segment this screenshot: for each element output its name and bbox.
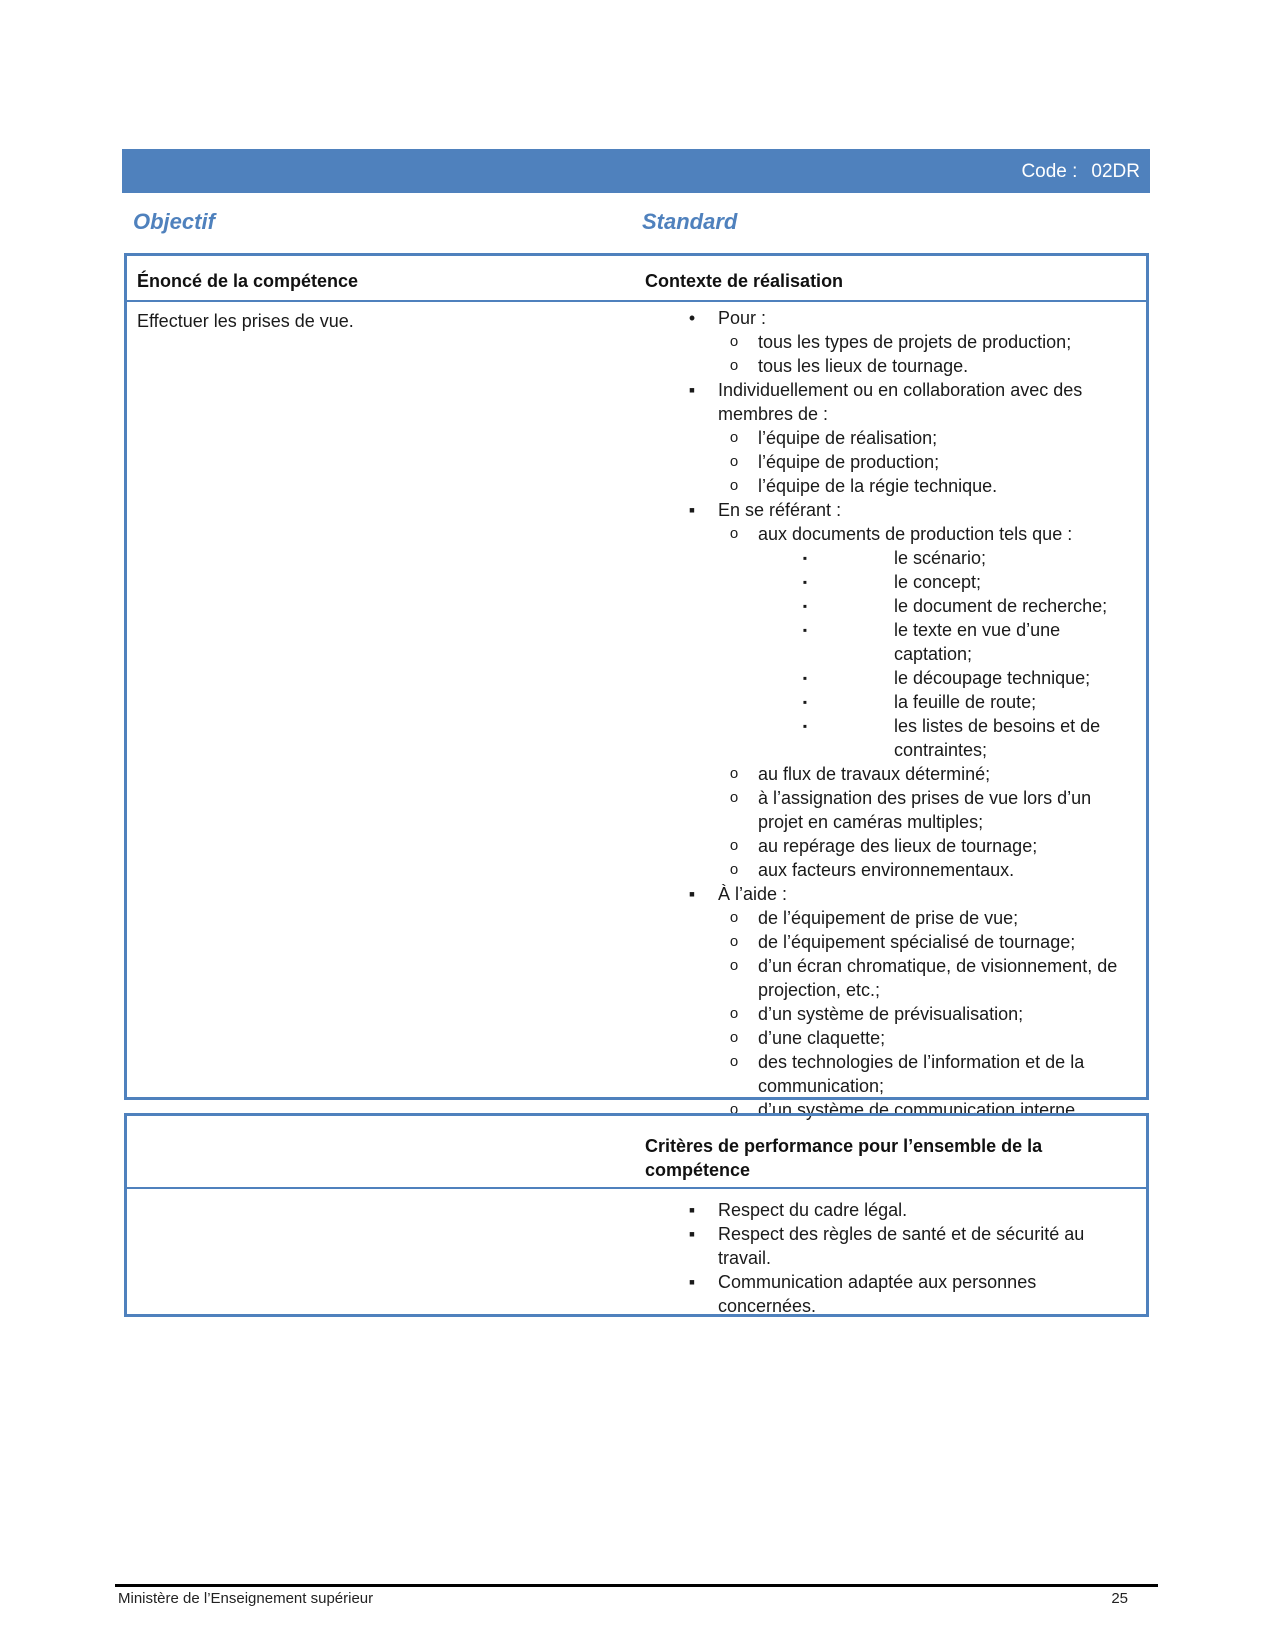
list-item — [682, 954, 1132, 1002]
context-subitem-text: l’équipe de réalisation; — [758, 428, 938, 448]
performance-heading: Critères de performance pour l’ensemble de la compétence — [645, 1136, 1043, 1180]
list-item — [682, 426, 1132, 450]
bullet-icon: ▪ — [688, 884, 696, 904]
list-item — [682, 498, 1132, 882]
list-item — [682, 354, 1132, 378]
document-item: le scénario; — [894, 548, 987, 568]
context-subitem-text: de l’équipement de prise de vue; — [758, 908, 1019, 928]
sub-bullet-icon: o — [729, 957, 739, 974]
context-item-text: En se référant : — [718, 500, 842, 520]
sub-bullet-icon: o — [729, 837, 739, 854]
context-list — [682, 306, 1132, 1122]
sub-bullet-icon: o — [729, 453, 739, 470]
sub-bullet-icon: o — [729, 765, 739, 782]
context-subitem-text: aux documents de production tels que : — [758, 524, 1073, 544]
sub-bullet-icon: o — [729, 1029, 739, 1046]
doc-bullet-icon: ▪ — [802, 695, 808, 709]
list-item — [682, 1002, 1132, 1026]
list-item — [682, 786, 1132, 834]
context-subitem-text: au flux de travaux déterminé; — [758, 764, 991, 784]
document-item: le texte en vue d’une captation; — [894, 620, 1061, 664]
sub-bullet-icon: o — [729, 525, 739, 542]
list-item — [758, 714, 1132, 762]
list-item — [682, 1026, 1132, 1050]
context-subitem-text: d’un système de prévisualisation; — [758, 1004, 1024, 1024]
list-item — [682, 1050, 1132, 1098]
objective-title: Objectif — [133, 209, 215, 234]
context-subitem-text: l’équipe de la régie technique. — [758, 476, 998, 496]
context-item-text: Pour : — [718, 308, 767, 328]
sub-bullet-icon: o — [729, 1005, 739, 1022]
doc-bullet-icon: ▪ — [802, 551, 808, 565]
context-subitem-text: l’équipe de production; — [758, 452, 940, 472]
context-subitem-text: aux facteurs environnementaux. — [758, 860, 1015, 880]
list-item — [758, 594, 1132, 618]
list-item — [682, 882, 1132, 1122]
sub-bullet-icon: o — [729, 933, 739, 950]
context-item-text: À l’aide : — [718, 884, 788, 904]
context-subitem-text: des technologies de l’information et de la communication; — [758, 1052, 1085, 1096]
doc-bullet-icon: ▪ — [802, 599, 808, 613]
list-item — [682, 762, 1132, 786]
list-item — [758, 666, 1132, 690]
context-subitem-text: à l’assignation des prises de vue lors d’un projet en caméras multiples; — [758, 788, 1092, 832]
sub-bullet-icon: o — [729, 789, 739, 806]
context-item-text: Individuellement ou en collaboration avec des membres de : — [718, 380, 1083, 424]
bullet-icon: • — [688, 308, 696, 328]
standard-title: Standard — [642, 209, 738, 234]
footer-divider — [115, 1584, 1158, 1587]
program-code — [1021, 161, 1140, 183]
sub-bullet-icon: o — [729, 1053, 739, 1070]
list-item — [758, 570, 1132, 594]
context-heading: Contexte de réalisation — [645, 271, 844, 291]
sub-bullet-icon: o — [729, 909, 739, 926]
list-item — [682, 858, 1132, 882]
list-item — [682, 306, 1132, 378]
list-item — [682, 522, 1132, 762]
list-item — [682, 1222, 1112, 1270]
list-item — [682, 378, 1132, 498]
list-item — [682, 1270, 1112, 1318]
document-item: les listes de besoins et de contraintes; — [894, 716, 1101, 760]
document-item: le concept; — [894, 572, 982, 592]
doc-bullet-icon: ▪ — [802, 623, 808, 637]
context-subitem-text: d’une claquette; — [758, 1028, 886, 1048]
list-item — [682, 834, 1132, 858]
list-item — [758, 690, 1132, 714]
sub-bullet-icon: o — [729, 357, 739, 374]
list-item — [682, 450, 1132, 474]
context-subitem-text: d’un écran chromatique, de visionnement, de projection, etc.; — [758, 956, 1118, 1000]
competence-box-header — [127, 256, 1146, 302]
context-subitem-text: d’un système de communication interne. — [758, 1100, 1081, 1120]
bullet-icon: ▪ — [688, 500, 696, 520]
competence-box — [124, 253, 1149, 1120]
doc-bullet-icon: ▪ — [802, 575, 808, 589]
list-item — [682, 1198, 1112, 1222]
performance-box-header — [127, 1116, 1146, 1189]
doc-bullet-icon: ▪ — [802, 719, 808, 733]
sub-bullet-icon: o — [729, 1101, 739, 1118]
production-documents-list — [758, 546, 1132, 762]
list-item — [682, 330, 1132, 354]
criterion-text: Respect du cadre légal. — [718, 1200, 908, 1220]
context-subitem-text: au repérage des lieux de tournage; — [758, 836, 1038, 856]
list-item — [682, 474, 1132, 498]
code-value: 02DR — [1091, 161, 1140, 182]
document-item: la feuille de route; — [894, 692, 1037, 712]
sub-bullet-icon: o — [729, 477, 739, 494]
bullet-icon: ▪ — [688, 1272, 696, 1292]
performance-box — [124, 1113, 1149, 1317]
doc-bullet-icon: ▪ — [802, 671, 808, 685]
list-item — [682, 930, 1132, 954]
list-item — [758, 618, 1132, 666]
sub-bullet-icon: o — [729, 429, 739, 446]
performance-list — [682, 1198, 1112, 1318]
header-bar — [122, 149, 1150, 193]
code-label: Code : — [1021, 161, 1078, 182]
sub-bullet-icon: o — [729, 333, 739, 350]
statement-heading: Énoncé de la compétence — [137, 271, 359, 291]
document-item: le document de recherche; — [894, 596, 1108, 616]
page-number: 25 — [1111, 1590, 1128, 1607]
sub-bullet-icon: o — [729, 861, 739, 878]
bullet-icon: ▪ — [688, 1224, 696, 1244]
list-item — [758, 546, 1132, 570]
bullet-icon: ▪ — [688, 1200, 696, 1220]
context-subitem-text: tous les types de projets de production; — [758, 332, 1072, 352]
document-item: le découpage technique; — [894, 668, 1091, 688]
criterion-text: Respect des règles de santé et de sécurité au travail. — [718, 1224, 1085, 1268]
context-subitem-text: tous les lieux de tournage. — [758, 356, 969, 376]
footer-ministry: Ministère de l’Enseignement supérieur — [118, 1590, 374, 1607]
context-subitem-text: de l’équipement spécialisé de tournage; — [758, 932, 1076, 952]
list-item — [682, 906, 1132, 930]
competence-statement: Effectuer les prises de vue. — [137, 311, 354, 331]
footer — [118, 1590, 1128, 1607]
criterion-text: Communication adaptée aux personnes concernées. — [718, 1272, 1037, 1316]
bullet-icon: ▪ — [688, 380, 696, 400]
